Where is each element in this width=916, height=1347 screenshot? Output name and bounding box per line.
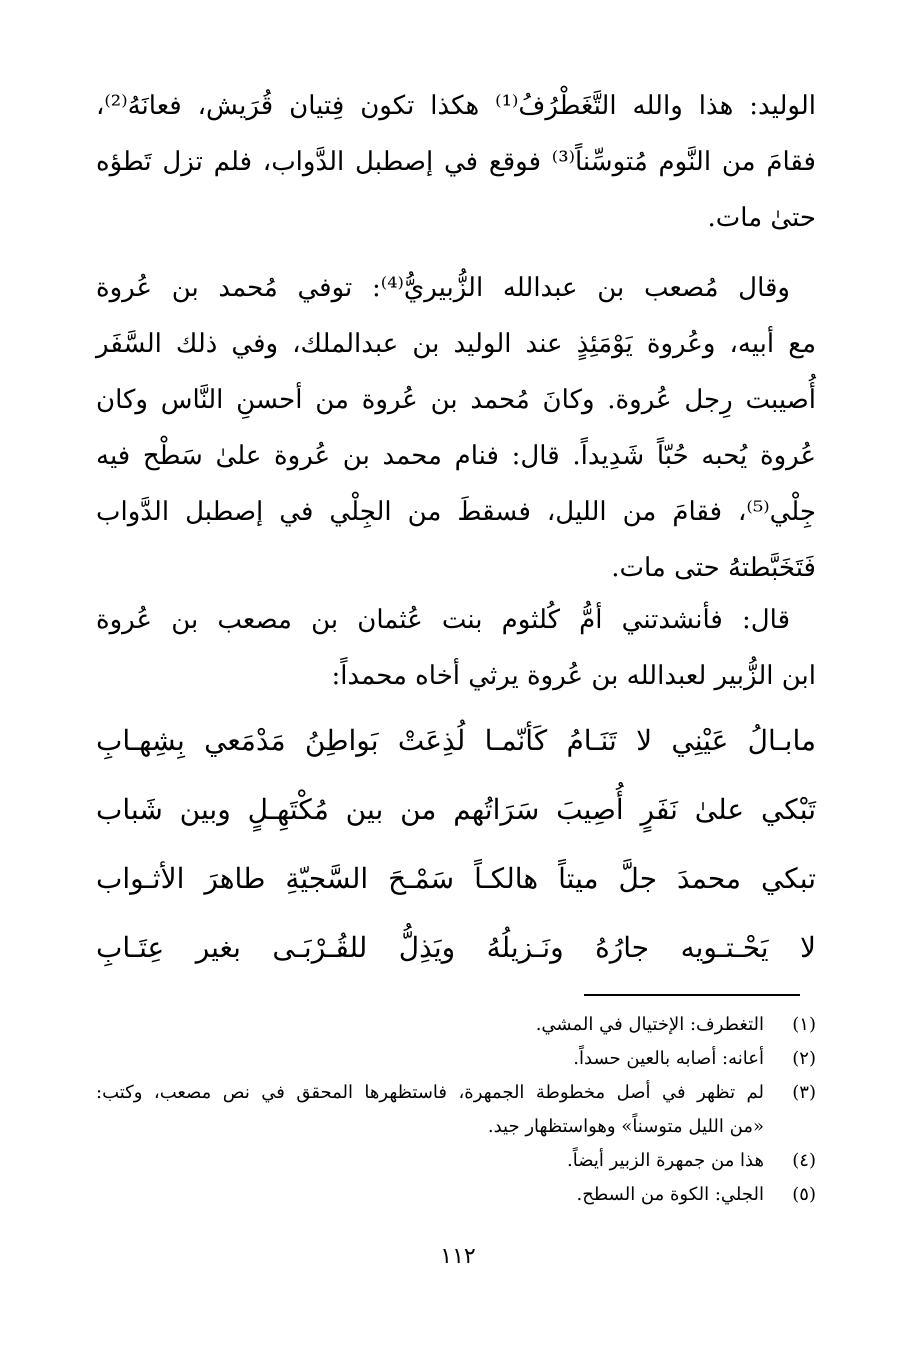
footnote-number: (١) bbox=[792, 1014, 816, 1035]
poem-verse: تَبْكي علىٰ نَفَرٍ أُصِيبَ سَرَاتُهم من بين مُكْتَهِـلٍ وبين شَباب bbox=[96, 793, 816, 826]
footnote-text: هذا من جمهرة الزبير أيضاً. bbox=[567, 1150, 764, 1171]
footnote-number: (٣) bbox=[792, 1082, 816, 1103]
text-line: ابن الزُّبير لعبدالله بن عُروة يرثي أخاه محمداً: bbox=[331, 661, 816, 691]
text-line: فقامَ من النَّوم مُتوسِّناً⁽³⁾ فوقع في إصطبل الدَّواب، فلم تزل تَطؤه bbox=[96, 147, 816, 177]
poem-verse: تبكي محمدَ جلَّ ميتاً هالكـاً سَمْـحَ السَّجيّةِ طاهرَ الأثـواب bbox=[96, 862, 816, 895]
footnote-continuation: «من الليل متوسناً» وهواستظهار جيد. bbox=[487, 1116, 764, 1137]
footnote-3 bbox=[96, 1076, 816, 1110]
footnotes bbox=[96, 1008, 816, 1212]
text-line: جِلْي⁽⁵⁾، فقامَ من الليل، فسقطَ من الجِلْي في إصطبل الدَّواب bbox=[96, 497, 816, 527]
text-line: مع أبيه، وعُروة يَوْمَئِذٍ عند الوليد بن عبدالملك، وفي ذلك السَّفَر bbox=[96, 329, 816, 359]
poem-verse: مابـالُ عَيْنِي لا تَنَـامُ كَأنّمـا لُذِعَتْ بَواطِنُ مَدْمَعي بِشِهـابِ bbox=[96, 724, 816, 757]
page-number: ١١٢ bbox=[440, 1244, 476, 1269]
text-line: حتىٰ مات. bbox=[707, 203, 816, 233]
paragraph-1 bbox=[96, 78, 816, 246]
text-line: وقال مُصعب بن عبدالله الزُّبيريُّ⁽⁴⁾: توفي مُحمد بن عُروة bbox=[96, 273, 790, 303]
footnote-number: (٥) bbox=[792, 1184, 816, 1205]
footnote-text: الجلي: الكوة من السطح. bbox=[576, 1184, 764, 1205]
poem bbox=[96, 706, 816, 982]
footnote-divider bbox=[584, 994, 800, 996]
text-line: فَتَخَبَّطتهُ حتى مات. bbox=[611, 553, 816, 583]
footnote-number: (٤) bbox=[792, 1150, 816, 1171]
footnote-text: التغطرف: الإختيال في المشي. bbox=[535, 1014, 764, 1035]
poem-verse: لا يَحْـتـويه جارُهُ ونَـزيلُهُ ويَذِلُّ للقُـرْبَـى بغير عِتَـابِ bbox=[96, 931, 816, 964]
footnote-text: أعانه: أصابه بالعين حسداً. bbox=[573, 1048, 764, 1069]
paragraph-2 bbox=[96, 260, 816, 596]
footnote-1 bbox=[96, 1008, 816, 1042]
text-line: عُروة يُحبه حُبّاً شَدِيداً. قال: فنام محمد بن عُروة علىٰ سَطْح فيه bbox=[96, 441, 816, 471]
footnote-2 bbox=[96, 1042, 816, 1076]
footnote-number: (٢) bbox=[792, 1048, 816, 1069]
footnote-5 bbox=[96, 1178, 816, 1212]
text-line: الوليد: هذا والله التَّغَطْرُفُ⁽¹⁾ هكذا تكون فِتيان قُرَيش، فعانَهُ⁽²⁾، bbox=[96, 91, 816, 121]
paragraph-3 bbox=[96, 592, 816, 704]
footnote-4 bbox=[96, 1144, 816, 1178]
text-line: أُصيبت رِجل عُروة. وكانَ مُحمد بن عُروة من أحسنِ النَّاس وكان bbox=[96, 385, 816, 415]
footnote-text: لم تظهر في أصل مخطوطة الجمهرة، فاستظهرها المحقق في نص مصعب، وكتب: bbox=[96, 1082, 764, 1103]
text-line: قال: فأنشدتني أمُّ كُلثوم بنت عُثمان بن مصعب بن عُروة bbox=[96, 605, 790, 635]
